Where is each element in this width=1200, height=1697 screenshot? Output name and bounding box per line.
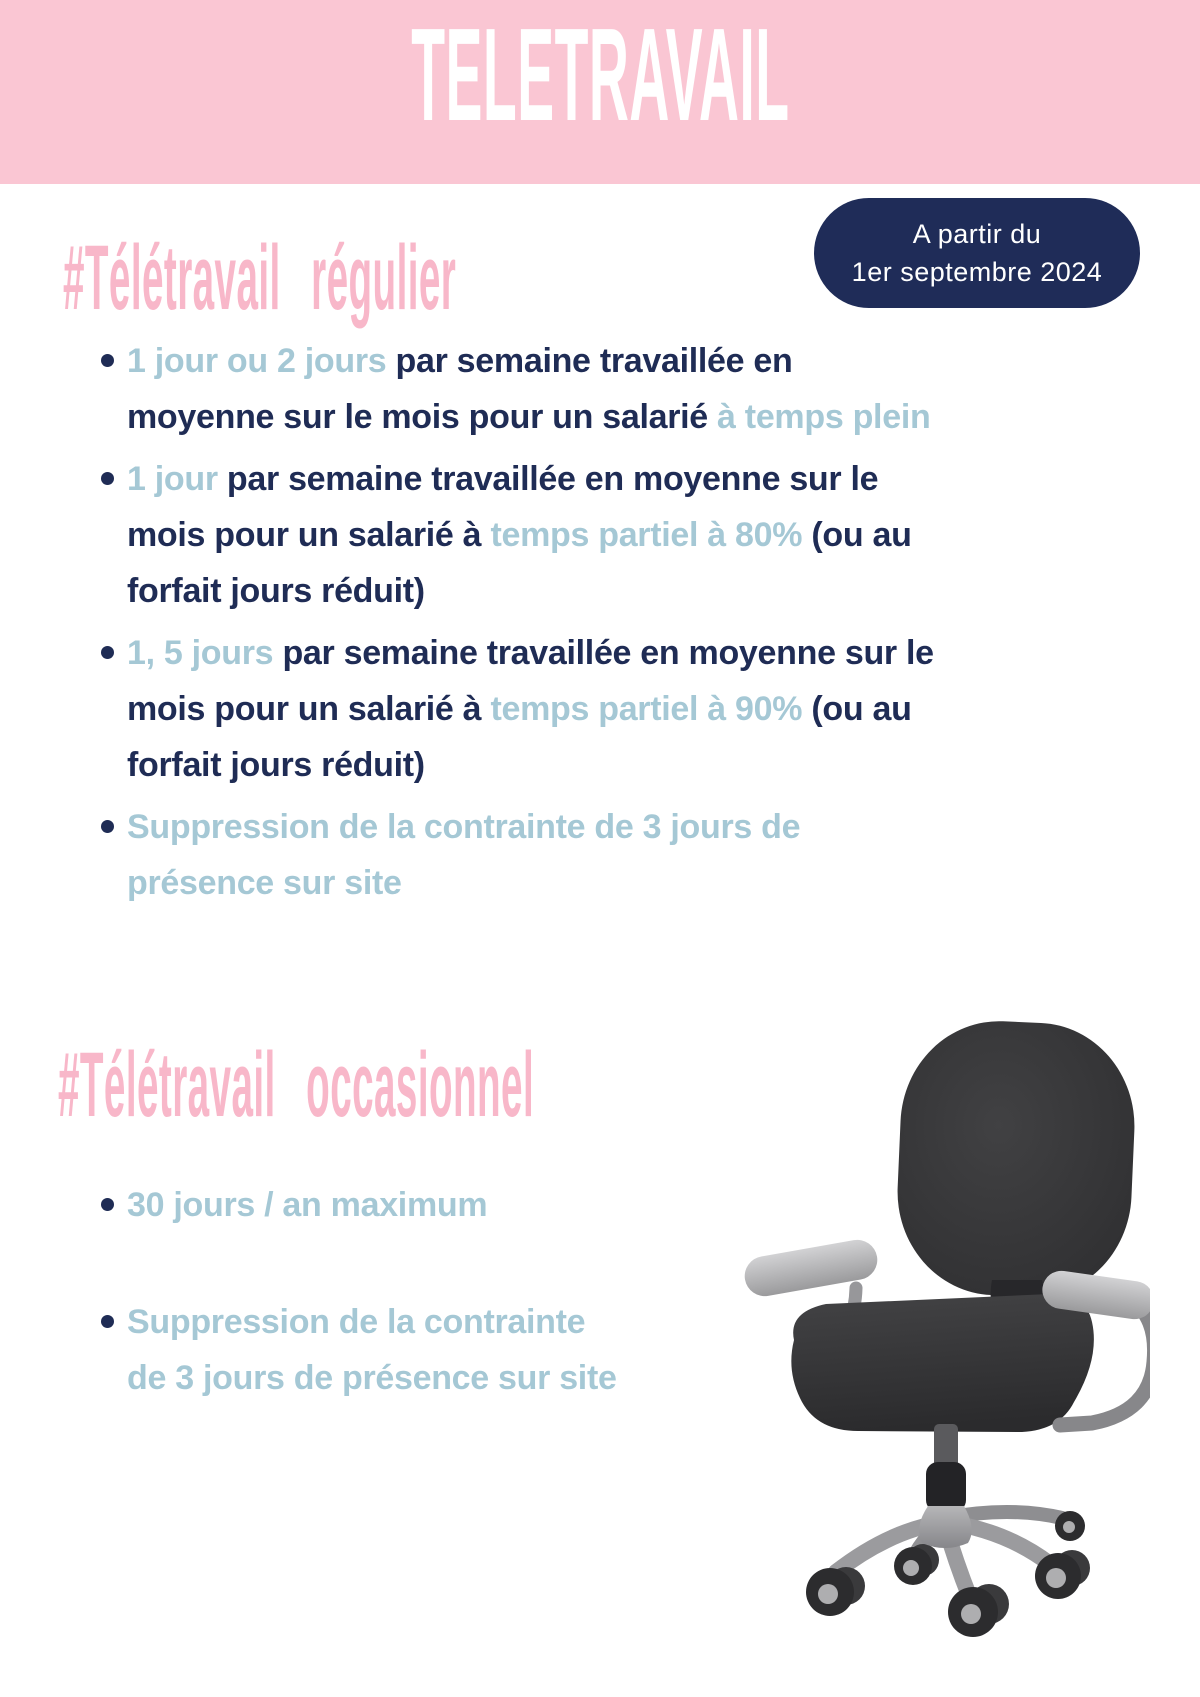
bullet-line <box>127 1350 721 1406</box>
text-segment: mois pour un salarié à <box>127 516 491 554</box>
text-segment: 1 jour ou 2 jours <box>127 342 396 380</box>
bullet-line <box>127 855 1041 911</box>
bullet-line <box>127 1177 721 1233</box>
bullet-list-regulier <box>101 333 1041 917</box>
bullet-item <box>101 1177 721 1233</box>
bullet-item <box>101 451 1041 619</box>
bullet-line <box>127 799 1041 855</box>
text-segment: Suppression de la contrainte de 3 jours de <box>127 808 801 846</box>
text-segment: de 3 jours de présence sur site <box>127 1359 617 1397</box>
text-segment: par semaine travaillée en <box>395 342 793 380</box>
bullet-item <box>101 799 1041 911</box>
page-title: TELETRAVAIL <box>410 1 790 148</box>
text-segment: 1 jour <box>127 460 227 498</box>
bullet-line <box>127 681 1041 737</box>
text-segment: par semaine travaillée en moyenne sur le <box>282 634 934 672</box>
office-chair-image <box>730 1010 1150 1650</box>
text-segment: (ou au <box>811 516 912 554</box>
page-title-row <box>0 0 1200 184</box>
bullet-item <box>101 1294 721 1406</box>
bullet-line <box>127 389 1041 445</box>
bullet-item <box>101 333 1041 445</box>
bullet-item <box>101 625 1041 793</box>
section-heading-teletravail-regulier <box>63 227 999 329</box>
text-segment: temps partiel à 90% <box>490 690 812 728</box>
bullet-line <box>127 625 1041 681</box>
text-segment: forfait jours réduit) <box>127 746 425 784</box>
text-segment: par semaine travaillée en moyenne sur le <box>226 460 879 498</box>
bullet-line <box>127 737 1041 793</box>
text-segment: temps partiel à 80% <box>490 516 812 554</box>
bullet-list-occasionnel <box>101 1177 721 1467</box>
text-segment: présence sur site <box>127 864 402 902</box>
text-segment: 1, 5 jours <box>127 634 283 672</box>
header-band <box>0 0 1200 184</box>
text-segment: 30 jours / an maximum <box>127 1186 488 1224</box>
text-segment: forfait jours réduit) <box>127 572 425 610</box>
bullet-line <box>127 507 1041 563</box>
text-segment: Suppression de la contrainte <box>127 1303 586 1341</box>
text-segment: mois pour un salarié à <box>127 690 491 728</box>
bullet-line <box>127 333 1041 389</box>
text-segment: (ou au <box>811 690 912 728</box>
office-chair-illustration <box>730 1010 1150 1650</box>
badge-line-2: 1er septembre 2024 <box>851 257 1103 287</box>
text-segment: moyenne sur le mois pour un salarié <box>127 398 718 436</box>
section-heading-text: #Télétravail occasionnel <box>58 1034 535 1136</box>
bullet-line <box>127 451 1041 507</box>
badge-line-1: A partir du <box>912 219 1042 249</box>
bullet-line <box>127 1294 721 1350</box>
bullet-line <box>127 563 1041 619</box>
section-heading-text: #Télétravail régulier <box>63 227 457 329</box>
text-segment: à temps plein <box>717 398 931 436</box>
